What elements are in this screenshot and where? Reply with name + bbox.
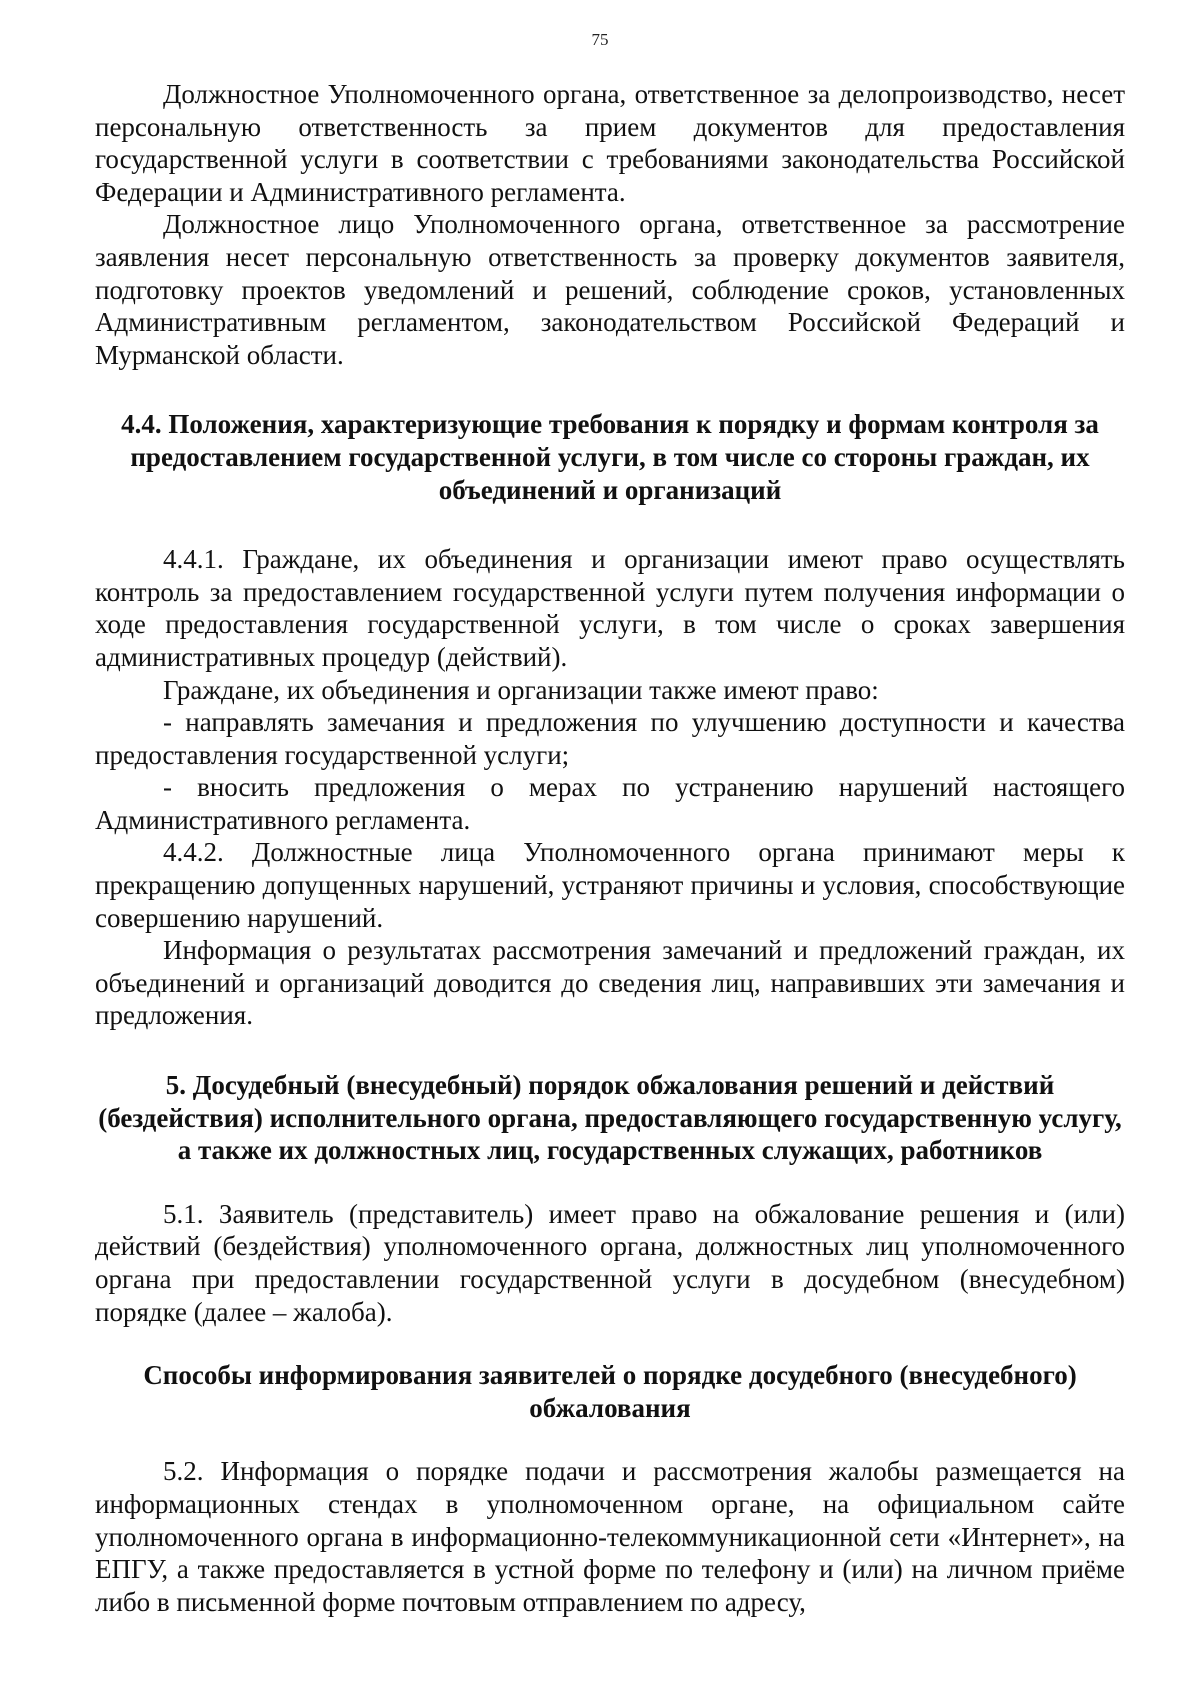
list-item-proposals: - вносить предложения о мерах по устранению нарушений настоящего Административного регламента. xyxy=(95,772,1125,835)
paragraph-review-results: Информация о результатах рассмотрения замечаний и предложений граждан, их объединений и организаций доводится до сведения лиц, направивших эти замечания и предложения. xyxy=(95,935,1125,1031)
heading-section-4-4: 4.4. Положения, характеризующие требования к порядку и формам контроля за предоставлением государственной услуги, в том числе со стороны граждан, их объединений и организаций xyxy=(121,409,1099,505)
document-body xyxy=(95,78,1125,1618)
paragraph-citizens-rights: Граждане, их объединения и организации также имеют право: xyxy=(163,674,879,705)
paragraph-4-4-2: 4.4.2. Должностные лица Уполномоченного органа принимают меры к прекращению допущенных нарушений, устраняют причины и условия, способствующие совершению нарушений. xyxy=(95,837,1125,933)
page-number: 75 xyxy=(591,30,609,49)
paragraph-5-1: 5.1. Заявитель (представитель) имеет право на обжалование решения и (или) действий (бездействия) уполномоченного органа, должностных лиц уполномоченного органа при предоставлении государственной услуги в досудебном (внесудебном) порядке (далее – жалоба). xyxy=(95,1198,1125,1327)
paragraph-responsibility-review: Должностное лицо Уполномоченного органа, ответственное за рассмотрение заявления несет персональную ответственность за проверку документов заявителя, подготовку проектов уведомлений и решений, соблюдение сроков, установленных Административным регламентом, законодательством Российской Федераций и Мурманской области. xyxy=(95,209,1125,370)
paragraph-5-2: 5.2. Информация о порядке подачи и рассмотрения жалобы размещается на информационных стендах в уполномоченном органе, на официальном сайте уполномоченного органа в информационно-телекоммуникационной сети «Интернет», на ЕПГУ, а также предоставляется в устной форме по телефону и (или) на личном приёме либо в письменной форме почтовым отправлением по адресу, xyxy=(95,1456,1125,1617)
paragraph-4-4-1: 4.4.1. Граждане, их объединения и организации имеют право осуществлять контроль за предоставлением государственной услуги путем получения информации о ходе предоставления государственной услуги, в том числе о сроках завершения административных процедур (действий). xyxy=(95,544,1125,672)
heading-section-5: 5. Досудебный (внесудебный) порядок обжалования решений и действий (бездействия) исполнительного органа, предоставляющего государственную услугу, а также их должностных лиц, государственных служащих, работников xyxy=(98,1070,1122,1166)
paragraph-responsibility-records: Должностное Уполномоченного органа, ответственное за делопроизводство, несет персональную ответственность за прием документов для предоставления государственной услуги в соответствии с требованиями законодательства Российской Федерации и Административного регламента. xyxy=(95,79,1125,207)
list-item-remarks: - направлять замечания и предложения по улучшению доступности и качества предоставления государственной услуги; xyxy=(95,707,1125,770)
heading-informing-methods: Способы информирования заявителей о порядке досудебного (внесудебного) обжалования xyxy=(143,1360,1077,1423)
